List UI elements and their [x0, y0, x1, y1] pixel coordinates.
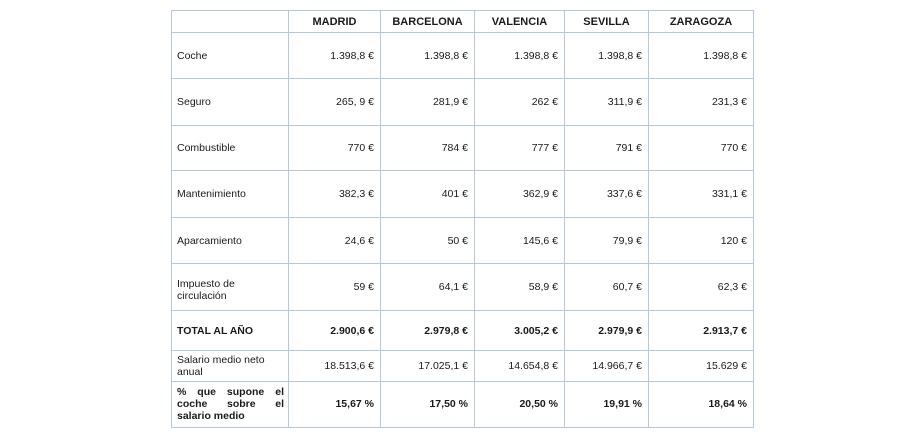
cell-value: 770 € — [289, 125, 381, 170]
cell-value: 784 € — [381, 125, 475, 170]
cell-value: 62,3 € — [649, 264, 754, 310]
table-row — [172, 217, 754, 263]
header-sevilla: SEVILLA — [565, 11, 649, 33]
cell-value: 311,9 € — [565, 79, 649, 125]
cell-value: 14.966,7 € — [565, 351, 649, 381]
row-label: Coche — [172, 33, 289, 79]
cell-value: 15,67 % — [289, 381, 381, 428]
table-row — [172, 33, 754, 79]
cell-value: 58,9 € — [475, 264, 565, 310]
row-label: Salario medio neto anual — [172, 351, 289, 381]
header-zaragoza: ZARAGOZA — [649, 11, 754, 33]
cell-value: 1.398,8 € — [381, 33, 475, 79]
row-label: Combustible — [172, 125, 289, 170]
cell-value: 59 € — [289, 264, 381, 310]
cell-value: 120 € — [649, 217, 754, 263]
table-row — [172, 79, 754, 125]
cell-value: 401 € — [381, 171, 475, 217]
row-label: Impuesto de circulación — [172, 264, 289, 310]
table-row — [172, 264, 754, 310]
cell-value: 14.654,8 € — [475, 351, 565, 381]
cell-value: 265, 9 € — [289, 79, 381, 125]
cost-table-container — [171, 10, 753, 428]
cell-value: 15.629 € — [649, 351, 754, 381]
cell-value: 17,50 % — [381, 381, 475, 428]
header-madrid: MADRID — [289, 11, 381, 33]
header-barcelona: BARCELONA — [381, 11, 475, 33]
cell-value: 331,1 € — [649, 171, 754, 217]
table-row — [172, 351, 754, 381]
total-row — [172, 310, 754, 350]
cell-value: 337,6 € — [565, 171, 649, 217]
row-label: Mantenimiento — [172, 171, 289, 217]
cell-value: 770 € — [649, 125, 754, 170]
cell-value: 145,6 € — [475, 217, 565, 263]
row-label: TOTAL AL AÑO — [172, 310, 289, 350]
cell-value: 777 € — [475, 125, 565, 170]
cell-value: 3.005,2 € — [475, 310, 565, 350]
cell-value: 18,64 % — [649, 381, 754, 428]
cell-value: 2.979,9 € — [565, 310, 649, 350]
cell-value: 2.979,8 € — [381, 310, 475, 350]
cell-value: 281,9 € — [381, 79, 475, 125]
cell-value: 262 € — [475, 79, 565, 125]
cell-value: 231,3 € — [649, 79, 754, 125]
cell-value: 362,9 € — [475, 171, 565, 217]
percentage-row — [172, 381, 754, 428]
car-cost-table — [171, 10, 754, 428]
cell-value: 60,7 € — [565, 264, 649, 310]
cell-value: 791 € — [565, 125, 649, 170]
header-row — [172, 11, 754, 33]
header-valencia: VALENCIA — [475, 11, 565, 33]
cell-value: 79,9 € — [565, 217, 649, 263]
cell-value: 382,3 € — [289, 171, 381, 217]
row-label: Seguro — [172, 79, 289, 125]
row-label: % que supone el coche sobre el salario medio — [172, 381, 289, 428]
cell-value: 18.513,6 € — [289, 351, 381, 381]
cell-value: 24,6 € — [289, 217, 381, 263]
row-label: Aparcamiento — [172, 217, 289, 263]
cell-value: 2.900,6 € — [289, 310, 381, 350]
cell-value: 17.025,1 € — [381, 351, 475, 381]
cell-value: 1.398,8 € — [475, 33, 565, 79]
cell-value: 1.398,8 € — [649, 33, 754, 79]
cell-value: 1.398,8 € — [565, 33, 649, 79]
cell-value: 2.913,7 € — [649, 310, 754, 350]
cell-value: 20,50 % — [475, 381, 565, 428]
cell-value: 64,1 € — [381, 264, 475, 310]
cell-value: 50 € — [381, 217, 475, 263]
table-row — [172, 171, 754, 217]
table-row — [172, 125, 754, 170]
header-corner — [172, 11, 289, 33]
cell-value: 19,91 % — [565, 381, 649, 428]
cell-value: 1.398,8 € — [289, 33, 381, 79]
